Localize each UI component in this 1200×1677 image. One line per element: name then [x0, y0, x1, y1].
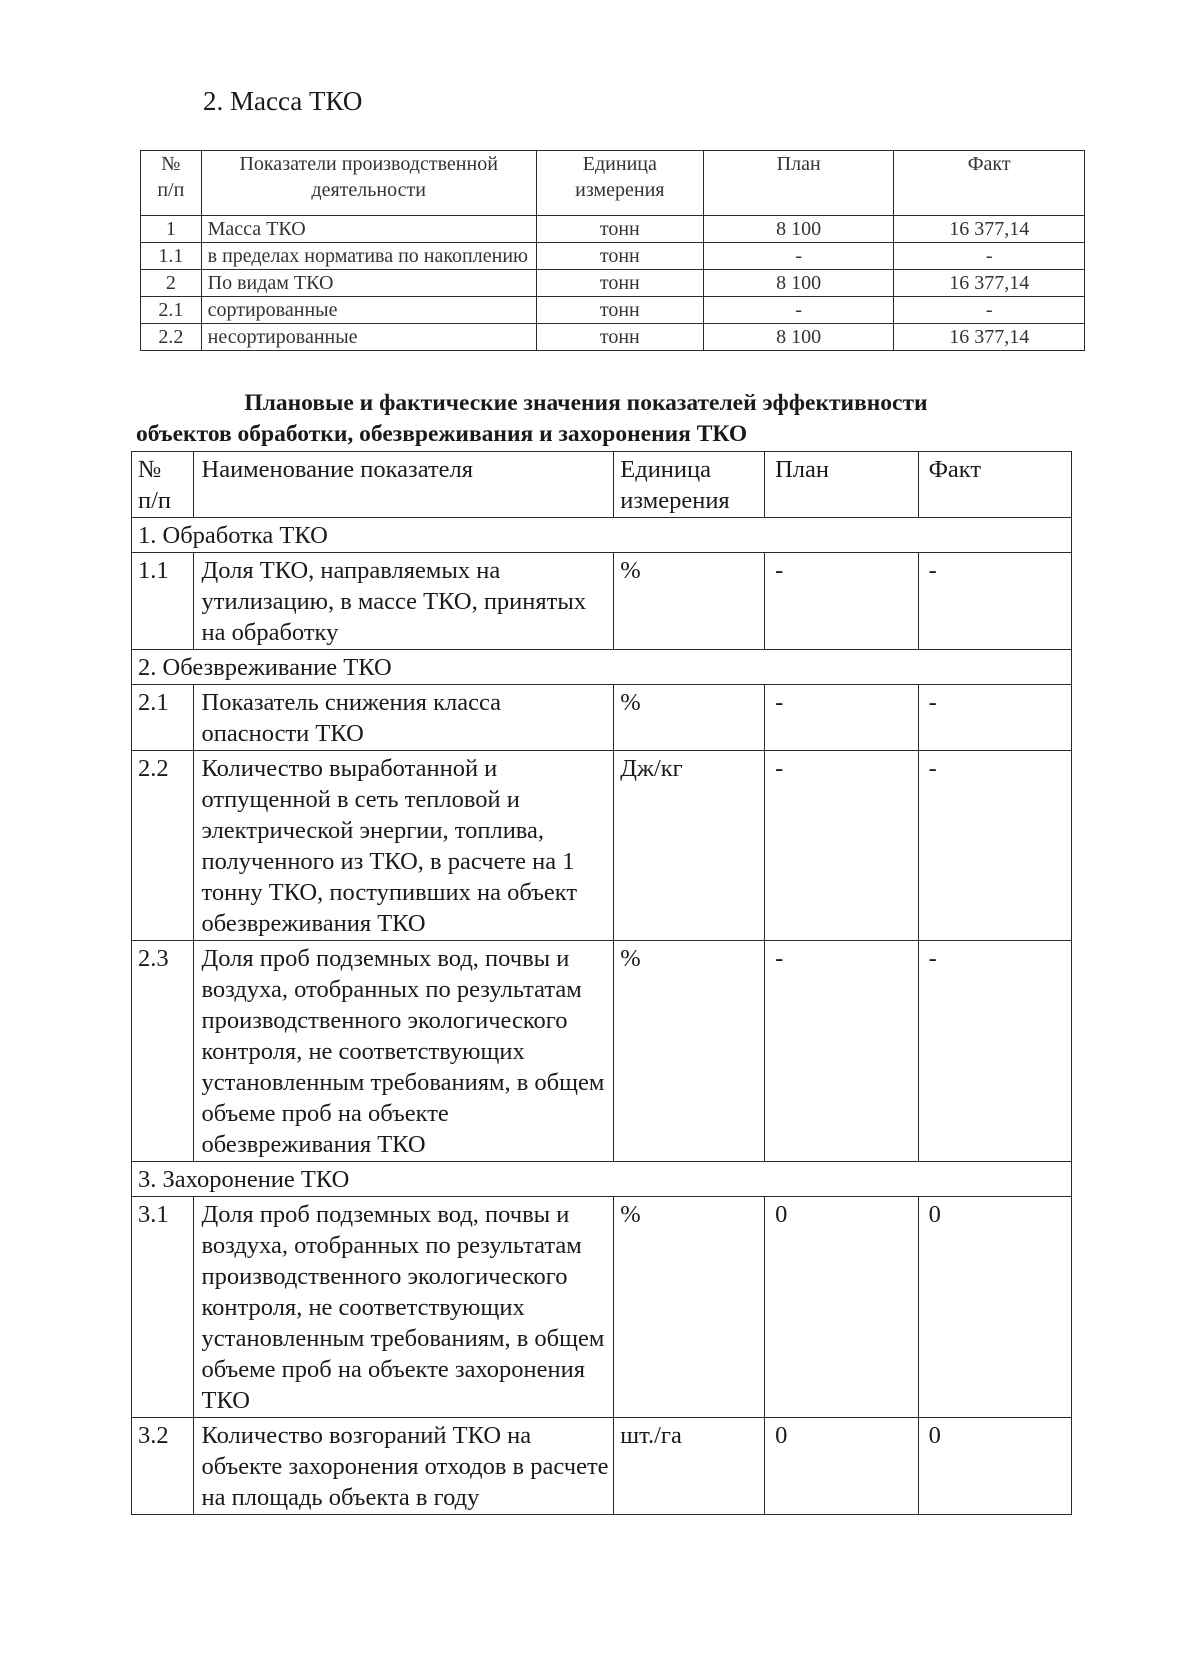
row-unit: % [614, 1197, 765, 1418]
row-unit: тонн [536, 216, 703, 243]
header-name-line1: Показатели производственной [239, 153, 498, 175]
header-num-line1: № [161, 153, 181, 175]
table-row [141, 324, 1085, 351]
row-name: По видам ТКО [201, 270, 536, 297]
row-plan: - [703, 243, 893, 270]
row-name: в пределах норматива по накоплению [201, 243, 536, 270]
table-row [141, 216, 1085, 243]
row-name: Показатель снижения класса опасности ТКО [193, 685, 614, 751]
row-unit: Дж/кг [614, 751, 765, 941]
row-fact: 0 [918, 1197, 1071, 1418]
row-name: несортированные [201, 324, 536, 351]
row-fact: 16 377,14 [894, 216, 1085, 243]
row-name: сортированные [201, 297, 536, 324]
row-unit: тонн [536, 297, 703, 324]
row-name: Масса ТКО [201, 216, 536, 243]
row-fact: - [918, 553, 1071, 650]
row-fact: 16 377,14 [894, 324, 1085, 351]
header-plan: План [765, 452, 918, 518]
group-row [132, 650, 1072, 685]
mass-table [140, 150, 1085, 351]
row-name: Доля ТКО, направляемых на утилизацию, в массе ТКО, принятых на обработку [193, 553, 614, 650]
table-row [132, 1418, 1072, 1515]
row-name: Доля проб подземных вод, почвы и воздуха, отобранных по результатам производственного экологического контроля, не соответствующих установленным требованиям, в общем объеме проб на объекте захоронения ТКО [193, 1197, 614, 1418]
row-num: 2 [141, 270, 202, 297]
row-unit: шт./га [614, 1418, 765, 1515]
row-num: 2.1 [132, 685, 194, 751]
group-row [132, 1162, 1072, 1197]
header-num [132, 452, 194, 518]
group-title: 3. Захоронение ТКО [132, 1162, 1072, 1197]
row-unit: тонн [536, 270, 703, 297]
efficiency-table [131, 451, 1072, 1515]
section-heading-line2: объектов обработки, обезвреживания и захоронения ТКО [136, 421, 748, 447]
header-num-line1: № [138, 456, 162, 483]
row-fact: 0 [918, 1418, 1071, 1515]
row-num: 3.2 [132, 1418, 194, 1515]
header-unit-line2: измерения [620, 487, 730, 514]
row-unit: тонн [536, 243, 703, 270]
row-plan: - [703, 297, 893, 324]
row-unit: тонн [536, 324, 703, 351]
row-fact: 16 377,14 [894, 270, 1085, 297]
section-heading-line1: Плановые и фактические значения показателей эффективности [244, 390, 928, 416]
header-name: Наименование показателя [193, 452, 614, 518]
row-fact: - [918, 751, 1071, 941]
header-name-line2: деятельности [311, 179, 426, 201]
group-title: 1. Обработка ТКО [132, 518, 1072, 553]
row-unit: % [614, 941, 765, 1162]
row-num: 2.2 [132, 751, 194, 941]
table-row [141, 270, 1085, 297]
row-num: 2.1 [141, 297, 202, 324]
header-unit-line1: Единица [620, 456, 712, 483]
header-num [141, 151, 202, 216]
section-heading [136, 388, 1096, 450]
page-title: 2. Масса ТКО [203, 86, 363, 116]
row-plan: 0 [765, 1418, 918, 1515]
table-row [132, 751, 1072, 941]
row-num: 1 [141, 216, 202, 243]
row-plan: 8 100 [703, 216, 893, 243]
header-unit-line1: Единица [582, 153, 657, 175]
row-plan: 8 100 [703, 324, 893, 351]
row-num: 1.1 [141, 243, 202, 270]
header-unit [614, 452, 765, 518]
row-unit: % [614, 685, 765, 751]
table-row [132, 1197, 1072, 1418]
header-num-line2: п/п [157, 179, 185, 201]
row-fact: - [894, 243, 1085, 270]
table-header-row [132, 452, 1072, 518]
row-name: Количество выработанной и отпущенной в сеть тепловой и электрической энергии, топлива, полученного из ТКО, в расчете на 1 тонну ТКО, поступивших на объект обезвреживания ТКО [193, 751, 614, 941]
row-plan: - [765, 685, 918, 751]
group-row [132, 518, 1072, 553]
row-plan: - [765, 751, 918, 941]
row-plan: - [765, 553, 918, 650]
header-fact: Факт [918, 452, 1071, 518]
row-num: 2.2 [141, 324, 202, 351]
table-row [132, 941, 1072, 1162]
row-num: 2.3 [132, 941, 194, 1162]
row-num: 3.1 [132, 1197, 194, 1418]
row-plan: - [765, 941, 918, 1162]
header-fact: Факт [894, 151, 1085, 216]
group-title: 2. Обезвреживание ТКО [132, 650, 1072, 685]
table-row [141, 297, 1085, 324]
header-unit-line2: измерения [575, 179, 665, 201]
row-num: 1.1 [132, 553, 194, 650]
header-unit [536, 151, 703, 216]
header-plan: План [703, 151, 893, 216]
table-header-row [141, 151, 1085, 216]
row-plan: 0 [765, 1197, 918, 1418]
table-row [132, 553, 1072, 650]
row-fact: - [918, 685, 1071, 751]
table-row [141, 243, 1085, 270]
row-fact: - [918, 941, 1071, 1162]
row-unit: % [614, 553, 765, 650]
table-row [132, 685, 1072, 751]
row-name: Доля проб подземных вод, почвы и воздуха, отобранных по результатам производственного экологического контроля, не соответствующих установленным требованиям, в общем объеме проб на объекте обезвреживания ТКО [193, 941, 614, 1162]
row-plan: 8 100 [703, 270, 893, 297]
row-name: Количество возгораний ТКО на объекте захоронения отходов в расчете на площадь объекта в году [193, 1418, 614, 1515]
header-num-line2: п/п [138, 487, 172, 514]
header-name [201, 151, 536, 216]
row-fact: - [894, 297, 1085, 324]
